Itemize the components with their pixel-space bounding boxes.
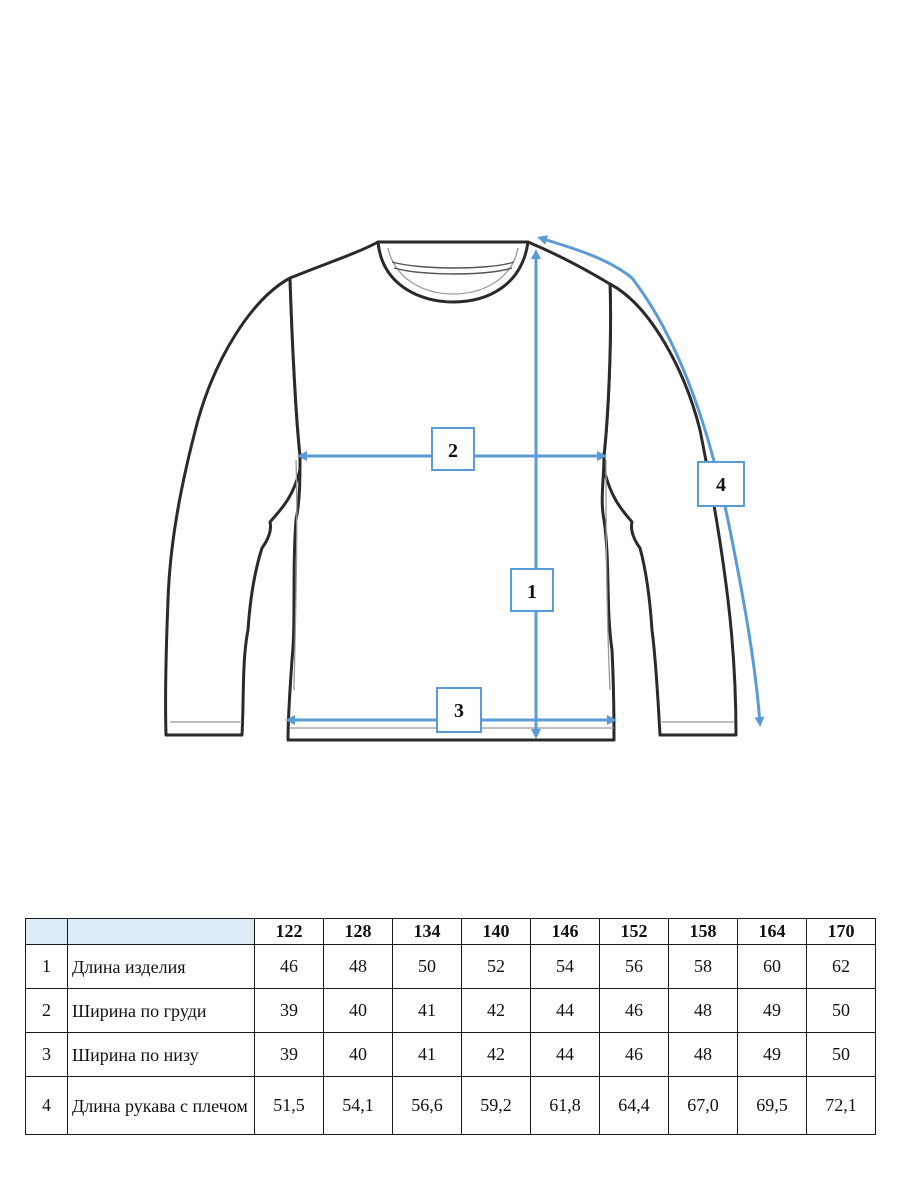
size-header-cell: 152	[600, 919, 669, 945]
table-cell: 62	[807, 945, 876, 989]
table-cell: 56	[600, 945, 669, 989]
row-label: Длина изделия	[68, 945, 255, 989]
table-cell: 48	[324, 945, 393, 989]
table-cell: 61,8	[531, 1077, 600, 1135]
row-number: 2	[26, 989, 68, 1033]
table-cell: 41	[393, 1033, 462, 1077]
row-label: Ширина по низу	[68, 1033, 255, 1077]
table-cell: 44	[531, 989, 600, 1033]
size-header-cell: 140	[462, 919, 531, 945]
row-number: 4	[26, 1077, 68, 1135]
table-cell: 40	[324, 1033, 393, 1077]
table-cell: 60	[738, 945, 807, 989]
row-number: 1	[26, 945, 68, 989]
table-cell: 49	[738, 1033, 807, 1077]
table-cell: 46	[255, 945, 324, 989]
table-cell: 48	[669, 1033, 738, 1077]
table-cell: 49	[738, 989, 807, 1033]
table-cell: 56,6	[393, 1077, 462, 1135]
table-row	[26, 1077, 876, 1135]
table-cell: 67,0	[669, 1077, 738, 1135]
size-header-cell: 134	[393, 919, 462, 945]
size-header-cell: 170	[807, 919, 876, 945]
svg-text:1: 1	[527, 581, 537, 603]
sweatshirt-outline	[166, 242, 736, 740]
table-cell: 46	[600, 1033, 669, 1077]
table-cell: 50	[393, 945, 462, 989]
table-cell: 41	[393, 989, 462, 1033]
table-cell: 69,5	[738, 1077, 807, 1135]
table-cell: 58	[669, 945, 738, 989]
measure-label-1	[511, 569, 553, 611]
table-cell: 54,1	[324, 1077, 393, 1135]
svg-text:3: 3	[454, 700, 464, 722]
table-cell: 50	[807, 989, 876, 1033]
svg-text:4: 4	[716, 474, 726, 496]
table-cell: 59,2	[462, 1077, 531, 1135]
table-cell: 64,4	[600, 1077, 669, 1135]
table-cell: 42	[462, 989, 531, 1033]
table-row	[26, 945, 876, 989]
row-label: Ширина по груди	[68, 989, 255, 1033]
size-header-cell: 164	[738, 919, 807, 945]
table-cell: 48	[669, 989, 738, 1033]
table-cell: 52	[462, 945, 531, 989]
table-cell: 40	[324, 989, 393, 1033]
measure-label-2	[432, 428, 474, 470]
table-cell: 44	[531, 1033, 600, 1077]
header-corner-label	[68, 919, 255, 945]
size-header-row	[26, 919, 876, 945]
size-header-cell: 122	[255, 919, 324, 945]
measure-label-3	[437, 688, 481, 732]
row-label: Длина рукава с плечом	[68, 1077, 255, 1135]
table-cell: 39	[255, 1033, 324, 1077]
row-number: 3	[26, 1033, 68, 1077]
table-cell: 42	[462, 1033, 531, 1077]
header-corner-num	[26, 919, 68, 945]
table-cell: 39	[255, 989, 324, 1033]
size-header-cell: 146	[531, 919, 600, 945]
size-header-cell: 128	[324, 919, 393, 945]
measure-label-4	[698, 462, 744, 506]
size-table	[25, 918, 876, 1135]
table-cell: 72,1	[807, 1077, 876, 1135]
table-cell: 50	[807, 1033, 876, 1077]
table-cell: 54	[531, 945, 600, 989]
table-cell: 46	[600, 989, 669, 1033]
table-cell: 51,5	[255, 1077, 324, 1135]
svg-text:2: 2	[448, 440, 458, 462]
table-row	[26, 1033, 876, 1077]
table-row	[26, 989, 876, 1033]
size-header-cell: 158	[669, 919, 738, 945]
